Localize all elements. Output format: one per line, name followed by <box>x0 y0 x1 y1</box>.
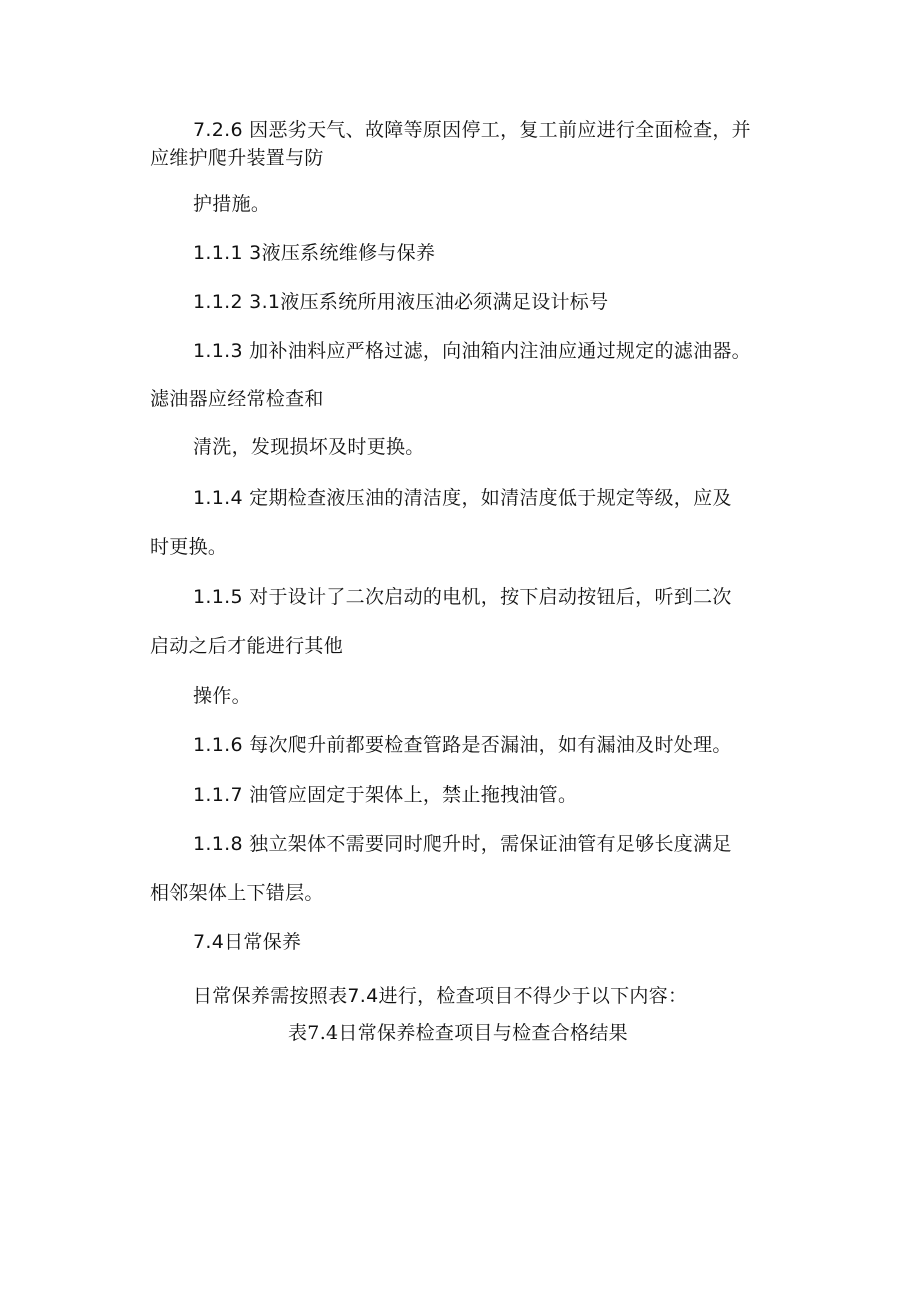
item-1-1-5-line-2: 启动之后才能进行其他 <box>150 635 344 657</box>
item-1-1-2: 1.1.2 3.1液压系统所用液压油必须满足设计标号 <box>193 291 609 313</box>
item-1-1-7: 1.1.7 油管应固定于架体上，禁止拖拽油管。 <box>193 784 578 806</box>
item-1-1-5-line-3: 操作。 <box>193 685 251 707</box>
item-1-1-5-line-1: 1.1.5 对于设计了二次启动的电机，按下启动按钮后，听到二次 <box>193 586 732 608</box>
para-7-2-6-line-2: 应维护爬升装置与防 <box>150 147 324 169</box>
item-1-1-4-line-2: 时更换。 <box>150 536 228 558</box>
section-7-4-heading: 7.4日常保养 <box>193 931 302 953</box>
section-1-1-1: 1.1.1 3液压系统维修与保养 <box>193 242 436 264</box>
section-7-4-intro: 日常保养需按照表7.4进行，检查项目不得少于以下内容： <box>193 985 688 1007</box>
item-1-1-3-line-2: 滤油器应经常检查和 <box>150 388 324 410</box>
item-1-1-3-line-3: 清洗，发现损坏及时更换。 <box>193 436 425 458</box>
para-7-2-6-line-1: 7.2.6 因恶劣天气、故障等原因停工，复工前应进行全面检查，并 <box>193 119 751 141</box>
para-7-2-6-line-3: 护措施。 <box>193 193 271 215</box>
item-1-1-6: 1.1.6 每次爬升前都要检查管路是否漏油，如有漏油及时处理。 <box>193 734 732 756</box>
item-1-1-8-line-2: 相邻架体上下错层。 <box>150 882 324 904</box>
item-1-1-8-line-1: 1.1.8 独立架体不需要同时爬升时，需保证油管有足够长度满足 <box>193 833 732 855</box>
item-1-1-4-line-1: 1.1.4 定期检查液压油的清洁度，如清洁度低于规定等级，应及 <box>193 487 732 509</box>
table-7-4-caption: 表7.4日常保养检查项目与检查合格结果 <box>288 1022 628 1044</box>
item-1-1-3-line-1: 1.1.3 加补油料应严格过滤，向油箱内注油应通过规定的滤油器。 <box>193 340 751 362</box>
